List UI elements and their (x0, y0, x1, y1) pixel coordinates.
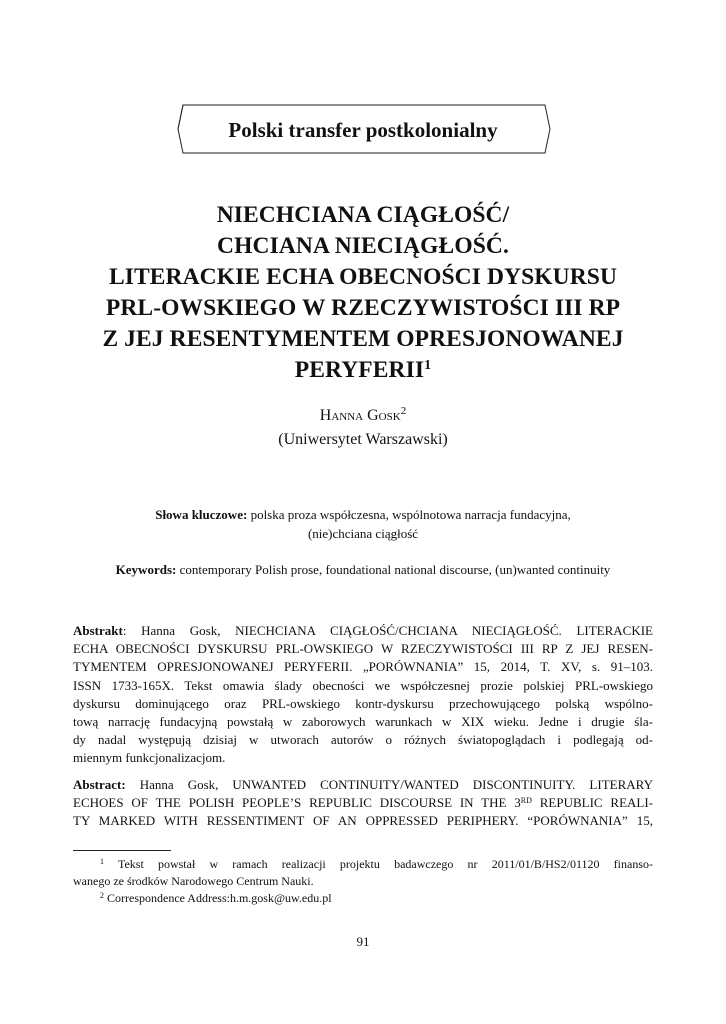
abstract-en-label: Abstract: (73, 777, 126, 792)
footnote-2-mark: 2 (100, 891, 104, 900)
article-title (60, 200, 666, 386)
abstract-en-line (73, 794, 653, 812)
title-line: CHCIANA NIECIĄGŁOŚĆ. (217, 233, 509, 259)
section-title: Polski transfer postkolonialny (228, 117, 498, 142)
keywords-en-text: contemporary Polish prose, foundational national discourse, (un)wanted continuity (176, 562, 611, 577)
footnote-separator (73, 850, 171, 851)
abstract-pl-line: dyskursu dominującego oraz PRL-owskiego kontr-dyskursu przechowującego polską wspólno- (73, 695, 653, 711)
ordinal-suffix: RD (520, 796, 532, 806)
title-line-end: PERYFERII (294, 357, 425, 383)
keywords-polish (100, 505, 626, 543)
section-header-box (175, 104, 551, 154)
keywords-pl-text-cont: (nie)chciana ciągłość (307, 526, 419, 541)
abstract-en-text: REPUBLIC REALI- (531, 795, 653, 811)
page-number: 91 (356, 934, 370, 949)
title-line: NIECHCIANA CIĄGŁOŚĆ/ (216, 202, 510, 228)
abstract-en-text: Hanna Gosk, UNWANTED CONTINUITY/WANTED DISCONTINUITY. LITERARY (125, 777, 653, 792)
footnote-2 (73, 890, 653, 907)
abstract-pl-line: tową narrację fundacyjną powstałą w zaborowych warunkach w XIX wieku. Jedne i drugie śla- (73, 714, 653, 730)
keywords-pl-text: polska proza współczesna, wspólnotowa narracja fundacyjna, (247, 507, 571, 522)
title-line: LITERACKIE ECHA OBECNOŚCI DYSKURSU (108, 264, 618, 290)
abstract-polish (73, 622, 653, 768)
title-line: Z JEJ RESENTYMENTEM OPRESJONOWANEJ (102, 326, 624, 352)
footnote-1-cont: wanego ze środków Narodowego Centrum Nauki. (73, 874, 314, 888)
abstract-pl-line: TYMENTEM OPRESJONOWANEJ PERYFERII. „PORÓWNANIA” 15, 2014, T. XV, s. 91–103. (73, 659, 653, 675)
abstract-pl-text: : Hanna Gosk, NIECHCIANA CIĄGŁOŚĆ/CHCIANA NIECIĄGŁOŚĆ. LITERACKIE (122, 623, 653, 638)
footnote-2-text[interactable]: Correspondence Address:h.m.gosk@uw.edu.pl (104, 891, 332, 905)
title-line (60, 355, 666, 386)
footnote-1-mark: 1 (100, 857, 104, 866)
abstract-en-line (73, 776, 653, 794)
abstract-pl-line: dy nadal występują dzisiaj w utworach autorów o różnych światopoglądach i podlegają od- (73, 732, 653, 748)
abstract-pl-line: miennym funkcjonalizacjom. (73, 750, 226, 766)
abstract-en-line: TY MARKED WITH RESSENTIMENT OF AN OPPRESSED PERIPHERY. “PORÓWNANIA” 15, (73, 813, 653, 829)
abstract-english (73, 776, 653, 831)
author-line (0, 406, 726, 426)
author-name: Hanna Gosk (319, 407, 401, 424)
footnote-1-text: Tekst powstał w ramach realizacji projektu badawczego nr 2011/01/B/HS2/01120 finanso- (104, 857, 653, 871)
keywords-pl-label: Słowa kluczowe: (155, 507, 248, 522)
author-footnote-ref[interactable]: 2 (400, 405, 407, 417)
abstract-en-text: ECHOES OF THE POLISH PEOPLE’S REPUBLIC DISCOURSE IN THE 3 (73, 795, 521, 811)
title-line: PRL-OWSKIEGO W RZECZYWISTOŚCI III RP (105, 295, 621, 321)
abstract-pl-label: Abstrakt (73, 623, 123, 638)
keywords-en-label: Keywords: (115, 562, 177, 577)
abstract-pl-line (73, 622, 653, 640)
title-footnote-ref[interactable]: 1 (424, 358, 432, 373)
keywords-english (60, 560, 666, 579)
footnote-1 (73, 856, 653, 873)
author-affiliation: (Uniwersytet Warszawski) (278, 431, 448, 448)
abstract-pl-line: ECHA OBECNOŚCI DYSKURSU PRL-OWSKIEGO W RZECZYWISTOŚCI III RP Z JEJ RESEN- (73, 641, 653, 657)
footnotes (73, 856, 653, 907)
abstract-pl-line: ISSN 1733-165X. Tekst omawia ślady obecności we współczesnej prozie polskiej PRL-owskiego (73, 677, 653, 693)
